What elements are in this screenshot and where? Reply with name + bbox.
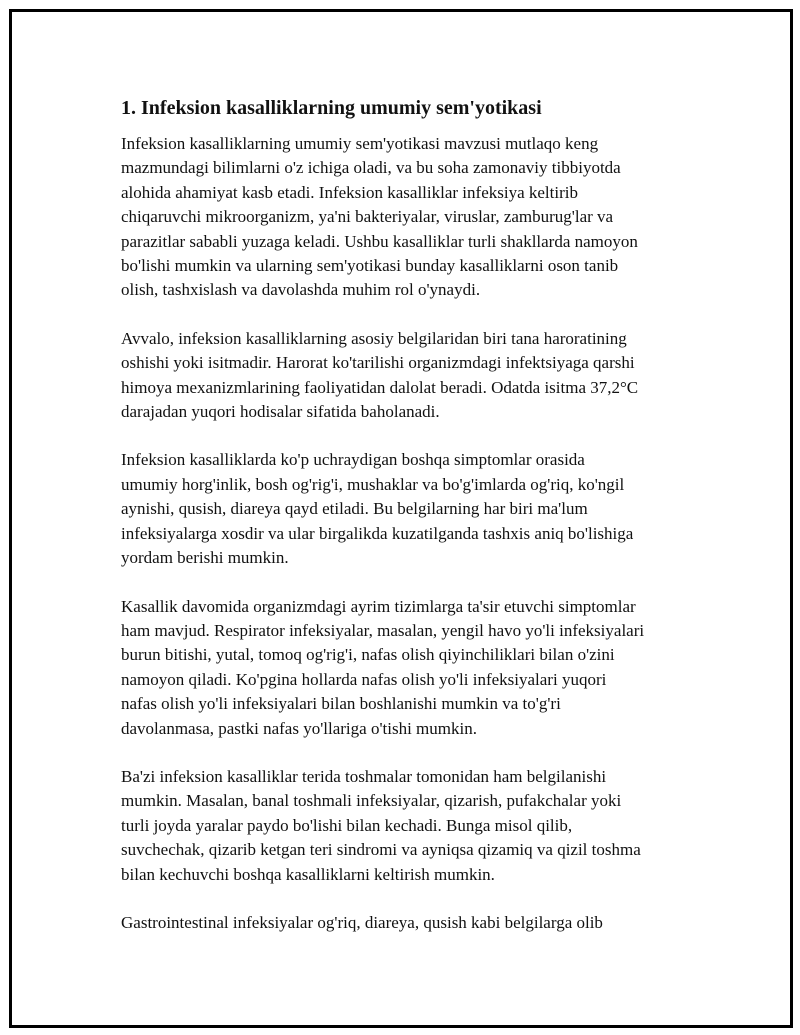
text-line: oshishi yoki isitmadir. Harorat ko'tarilishi organizmdagi infektsiyaga qarshi — [121, 353, 635, 373]
text-line: nafas olish yo'li infeksiyalari bilan boshlanishi mumkin va to'g'ri — [121, 694, 561, 714]
paragraph-1 — [121, 132, 696, 303]
paragraph-2 — [121, 327, 696, 425]
paragraph-5 — [121, 765, 696, 887]
paragraph-6 — [121, 911, 696, 935]
paragraph-4 — [121, 595, 696, 741]
text-line: darajadan yuqori hodisalar sifatida baholanadi. — [121, 402, 440, 422]
text-line: parazitlar sababli yuzaga keladi. Ushbu kasalliklar turli shakllarda namoyon — [121, 231, 638, 251]
text-line: bo'lishi mumkin va ularning sem'yotikasi bunday kasalliklarni oson tanib — [121, 256, 619, 276]
text-line: Infeksion kasalliklarning umumiy sem'yotikasi mavzusi mutlaqo keng — [121, 134, 599, 153]
document-body — [121, 94, 696, 959]
text-line: chiqaruvchi mikroorganizm, ya'ni bakteriyalar, viruslar, zamburug'lar va — [121, 207, 614, 227]
text-line: turli joyda yaralar paydo bo'lishi bilan kechadi. Bunga misol qilib, — [121, 815, 573, 835]
text-line: mumkin. Masalan, banal toshmali infeksiyalar, qizarish, pufakchalar yoki — [121, 791, 622, 811]
text-line: yordam berishi mumkin. — [121, 548, 289, 568]
text-line: Infeksion kasalliklarda ko'p uchraydigan boshqa simptomlar orasida — [121, 450, 585, 470]
text-line: mazmundagi bilimlarni o'z ichiga oladi, va bu soha zamonaviy tibbiyotda — [121, 158, 621, 178]
text-line: davolanmasa, pastki nafas yo'llariga o'tishi mumkin. — [121, 718, 477, 738]
text-line: burun bitishi, yutal, tomoq og'rig'i, nafas olish qiyinchiliklari bilan o'zini — [121, 645, 615, 665]
text-line: ham mavjud. Respirator infeksiyalar, masalan, yengil havo yo'li infeksiyalari — [121, 620, 645, 640]
text-line: suvchechak, qizarib ketgan teri sindromi va ayniqsa qizamiq va qizil toshma — [121, 840, 641, 860]
text-line: infeksiyalarga xosdir va ular birgalikda kuzatilganda tashxis aniq bo'lishiga — [121, 523, 634, 543]
text-line: Kasallik davomida organizmdagi ayrim tizimlarga ta'sir etuvchi simptomlar — [121, 596, 636, 616]
text-line: Gastrointestinal infeksiyalar og'riq, diareya, qusish kabi belgilarga olib — [121, 912, 603, 932]
page-title: 1. Infeksion kasalliklarning umumiy sem'yotikasi — [121, 97, 542, 119]
text-line: alohida ahamiyat kasb etadi. Infeksion kasalliklar infeksiya keltirib — [121, 182, 578, 202]
text-line: aynishi, qusish, diareya qayd etiladi. Bu belgilarning har biri ma'lum — [121, 499, 588, 519]
text-line: olish, tashxislash va davolashda muhim rol o'ynaydi. — [121, 280, 481, 300]
text-line: Avvalo, infeksion kasalliklarning asosiy belgilaridan biri tana haroratining — [121, 328, 627, 348]
text-line: Ba'zi infeksion kasalliklar terida toshmalar tomonidan ham belgilanishi — [121, 766, 607, 786]
paragraph-3 — [121, 448, 696, 570]
text-line: umumiy horg'inlik, bosh og'rig'i, mushaklar va bo'g'imlarda og'riq, ko'ngil — [121, 474, 625, 494]
text-line: himoya mexanizmlarining faoliyatidan dalolat beradi. Odatda isitma 37,2°C — [121, 377, 639, 397]
page-frame — [9, 9, 793, 1028]
text-line: namoyon qiladi. Ko'pgina hollarda nafas olish yo'li infeksiyalari yuqori — [121, 669, 607, 689]
text-line: bilan kechuvchi boshqa kasalliklarni keltirish mumkin. — [121, 864, 495, 884]
